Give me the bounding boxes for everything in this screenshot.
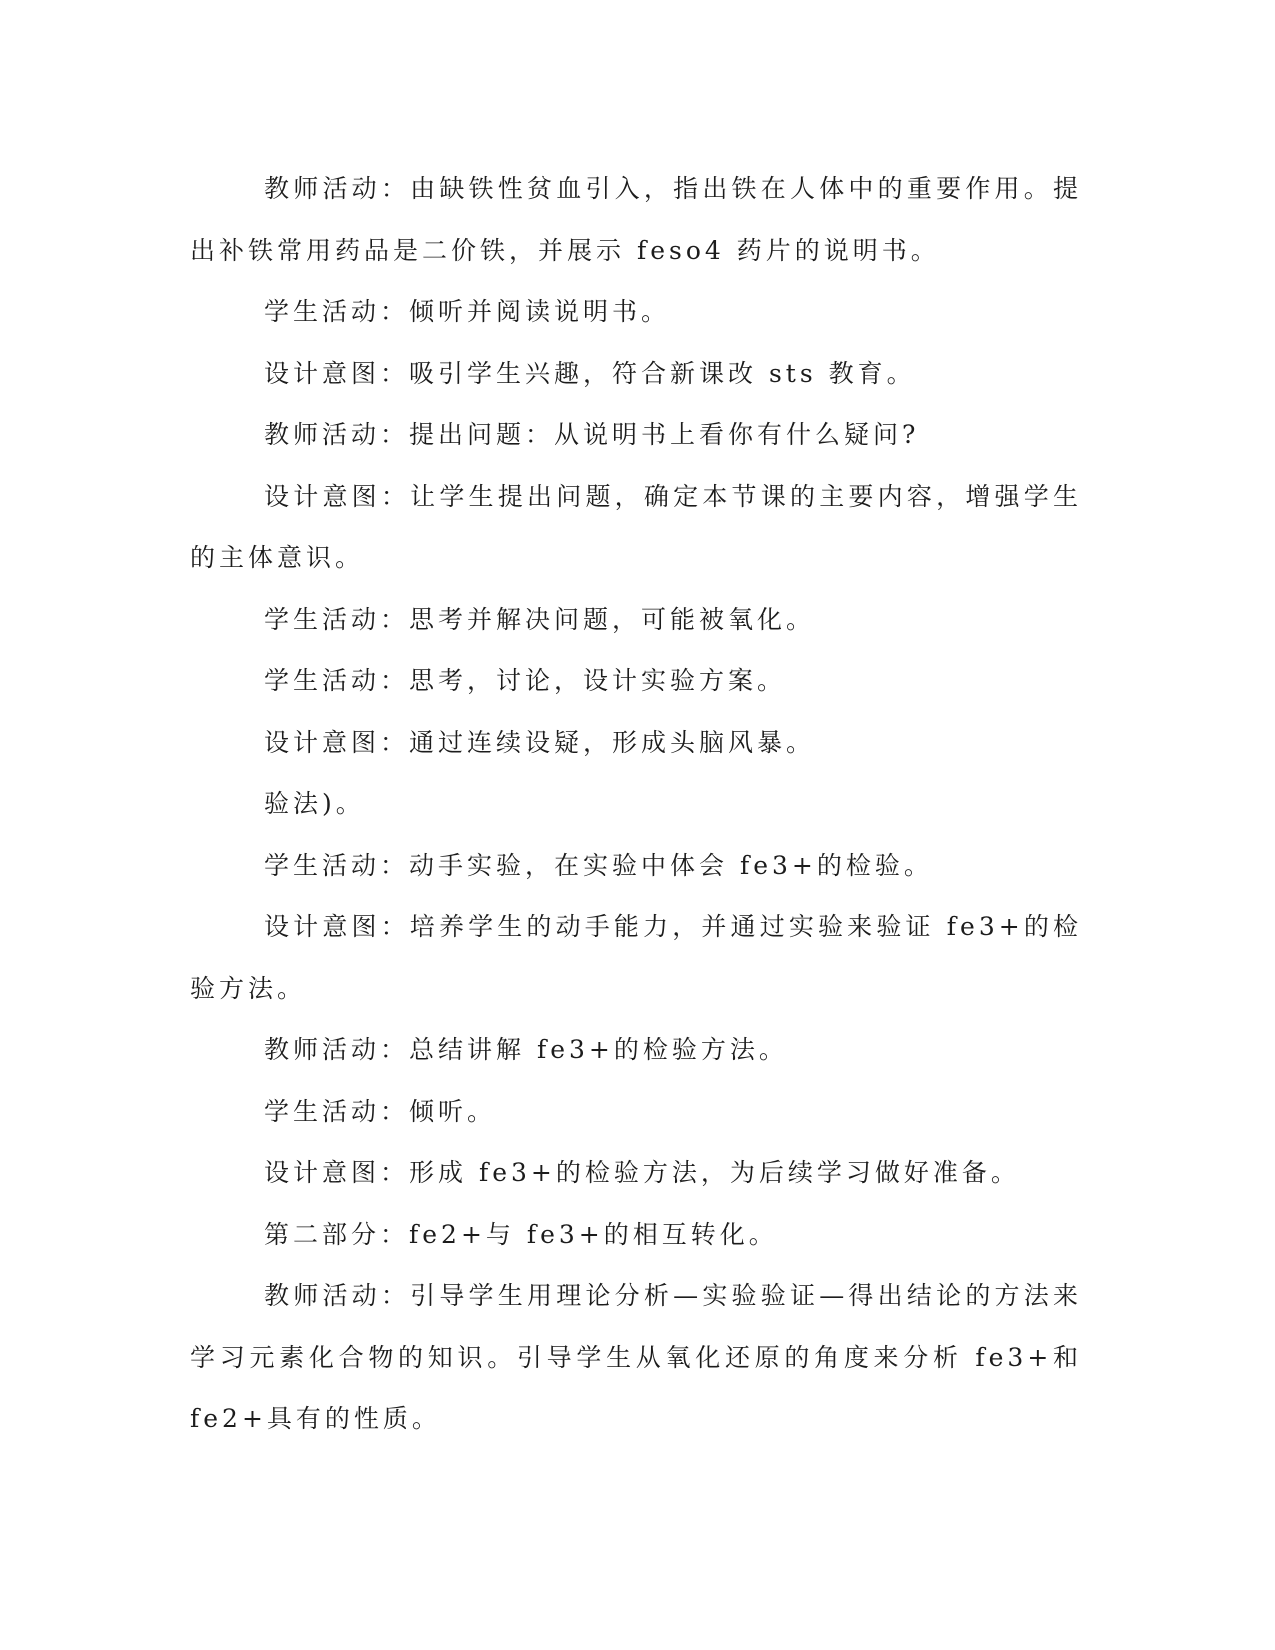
paragraph-student-activity-read: 学生活动：倾听并阅读说明书。 — [264, 297, 671, 326]
document-body — [190, 158, 1082, 1450]
paragraph-design-intent-hands-on: 设计意图：培养学生的动手能力，并通过实验来验证 fe3+的检验方法。 — [190, 912, 1082, 1003]
paragraph-method-fragment: 验法)。 — [264, 789, 365, 818]
paragraph-student-activity-experiment: 学生活动：动手实验，在实验中体会 fe3+的检验。 — [264, 850, 933, 880]
paragraph-design-intent-question: 设计意图：让学生提出问题，确定本节课的主要内容，增强学生的主体意识。 — [190, 481, 1082, 572]
paragraph-part-two-heading: 第二部分：fe2+与 fe3+的相互转化。 — [264, 1219, 778, 1249]
paragraph-teacher-activity-question: 教师活动：提出问题：从说明书上看你有什么疑问? — [264, 420, 920, 449]
paragraph-student-activity-solve: 学生活动：思考并解决问题，可能被氧化。 — [264, 604, 816, 634]
paragraph-student-activity-discuss: 学生活动：思考，讨论，设计实验方案。 — [264, 666, 787, 695]
paragraph-design-intent-brainstorm: 设计意图：通过连续设疑，形成头脑风暴。 — [264, 727, 816, 757]
paragraph-teacher-activity-intro: 教师活动：由缺铁性贫血引入，指出铁在人体中的重要作用。提出补铁常用药品是二价铁，并展示 feso4 药片的说明书。 — [190, 174, 1082, 265]
paragraph-design-intent-method: 设计意图：形成 fe3+的检验方法，为后续学习做好准备。 — [264, 1158, 1020, 1187]
paragraph-student-activity-listen: 学生活动：倾听。 — [264, 1096, 497, 1126]
paragraph-teacher-activity-guide: 教师活动：引导学生用理论分析—实验验证—得出结论的方法来学习元素化合物的知识。引导学生从氧化还原的角度来分析 fe3+和 fe2+具有的性质。 — [190, 1281, 1082, 1433]
paragraph-teacher-activity-summary: 教师活动：总结讲解 fe3+的检验方法。 — [264, 1035, 788, 1064]
paragraph-design-intent-interest: 设计意图：吸引学生兴趣，符合新课改 sts 教育。 — [264, 358, 916, 388]
